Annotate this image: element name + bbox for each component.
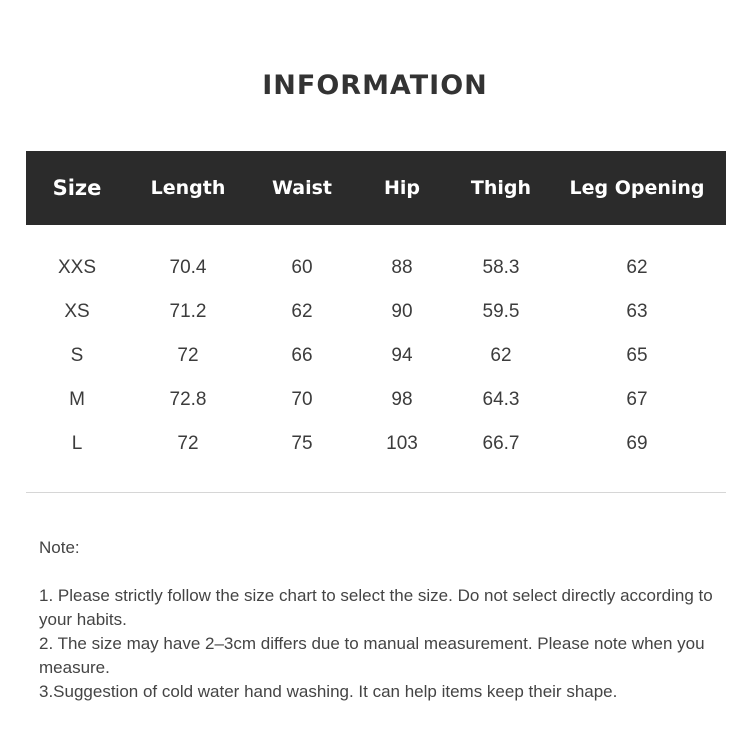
cell-waist: 66 xyxy=(291,345,313,366)
cell-thigh: 58.3 xyxy=(482,257,520,278)
cell-hip: 103 xyxy=(386,433,418,454)
cell-size: XS xyxy=(64,301,90,322)
header-thigh: Thigh xyxy=(470,177,532,199)
cell-length: 72.8 xyxy=(169,389,207,410)
cell-hip: 90 xyxy=(391,301,413,322)
cell-length: 70.4 xyxy=(169,257,207,278)
header-length: Length xyxy=(150,177,226,199)
cell-size: XXS xyxy=(57,257,97,278)
note-item: 1. Please strictly follow the size chart to select the size. Do not select directly according to your habits. xyxy=(39,586,713,629)
cell-waist: 75 xyxy=(291,433,313,454)
table-row xyxy=(26,246,726,290)
cell-waist: 60 xyxy=(291,257,313,278)
cell-leg-opening: 65 xyxy=(626,345,648,366)
cell-hip: 88 xyxy=(391,257,413,278)
cell-leg-opening: 67 xyxy=(626,389,648,410)
section-divider xyxy=(26,492,726,493)
page-title: INFORMATION xyxy=(262,70,488,101)
table-row xyxy=(26,422,726,466)
cell-waist: 62 xyxy=(291,301,313,322)
cell-leg-opening: 62 xyxy=(626,257,648,278)
cell-thigh: 59.5 xyxy=(482,301,520,322)
cell-length: 71.2 xyxy=(169,301,207,322)
table-header-row xyxy=(26,151,726,225)
cell-size: L xyxy=(71,433,83,454)
size-chart-table xyxy=(26,151,726,466)
table-row xyxy=(26,290,726,334)
note-item: 2. The size may have 2–3cm differs due to manual measurement. Please note when you measure. xyxy=(39,634,705,677)
table-row xyxy=(26,378,726,422)
cell-size: M xyxy=(69,389,85,410)
cell-length: 72 xyxy=(177,433,199,454)
note-item: 3.Suggestion of cold water hand washing. It can help items keep their shape. xyxy=(39,682,618,701)
table-row xyxy=(26,334,726,378)
cell-length: 72 xyxy=(177,345,199,366)
cell-thigh: 62 xyxy=(490,345,512,366)
cell-leg-opening: 69 xyxy=(626,433,648,454)
cell-thigh: 66.7 xyxy=(482,433,520,454)
header-size: Size xyxy=(52,176,102,200)
notes-label: Note: xyxy=(39,538,80,557)
cell-leg-opening: 63 xyxy=(626,301,648,322)
header-waist: Waist xyxy=(271,177,333,199)
cell-size: S xyxy=(70,345,84,366)
header-hip: Hip xyxy=(383,177,421,199)
cell-hip: 94 xyxy=(391,345,413,366)
header-leg-opening: Leg Opening xyxy=(569,177,705,199)
notes-section xyxy=(39,536,729,704)
cell-hip: 98 xyxy=(391,389,413,410)
table-body xyxy=(26,225,726,466)
cell-thigh: 64.3 xyxy=(482,389,520,410)
cell-waist: 70 xyxy=(291,389,313,410)
